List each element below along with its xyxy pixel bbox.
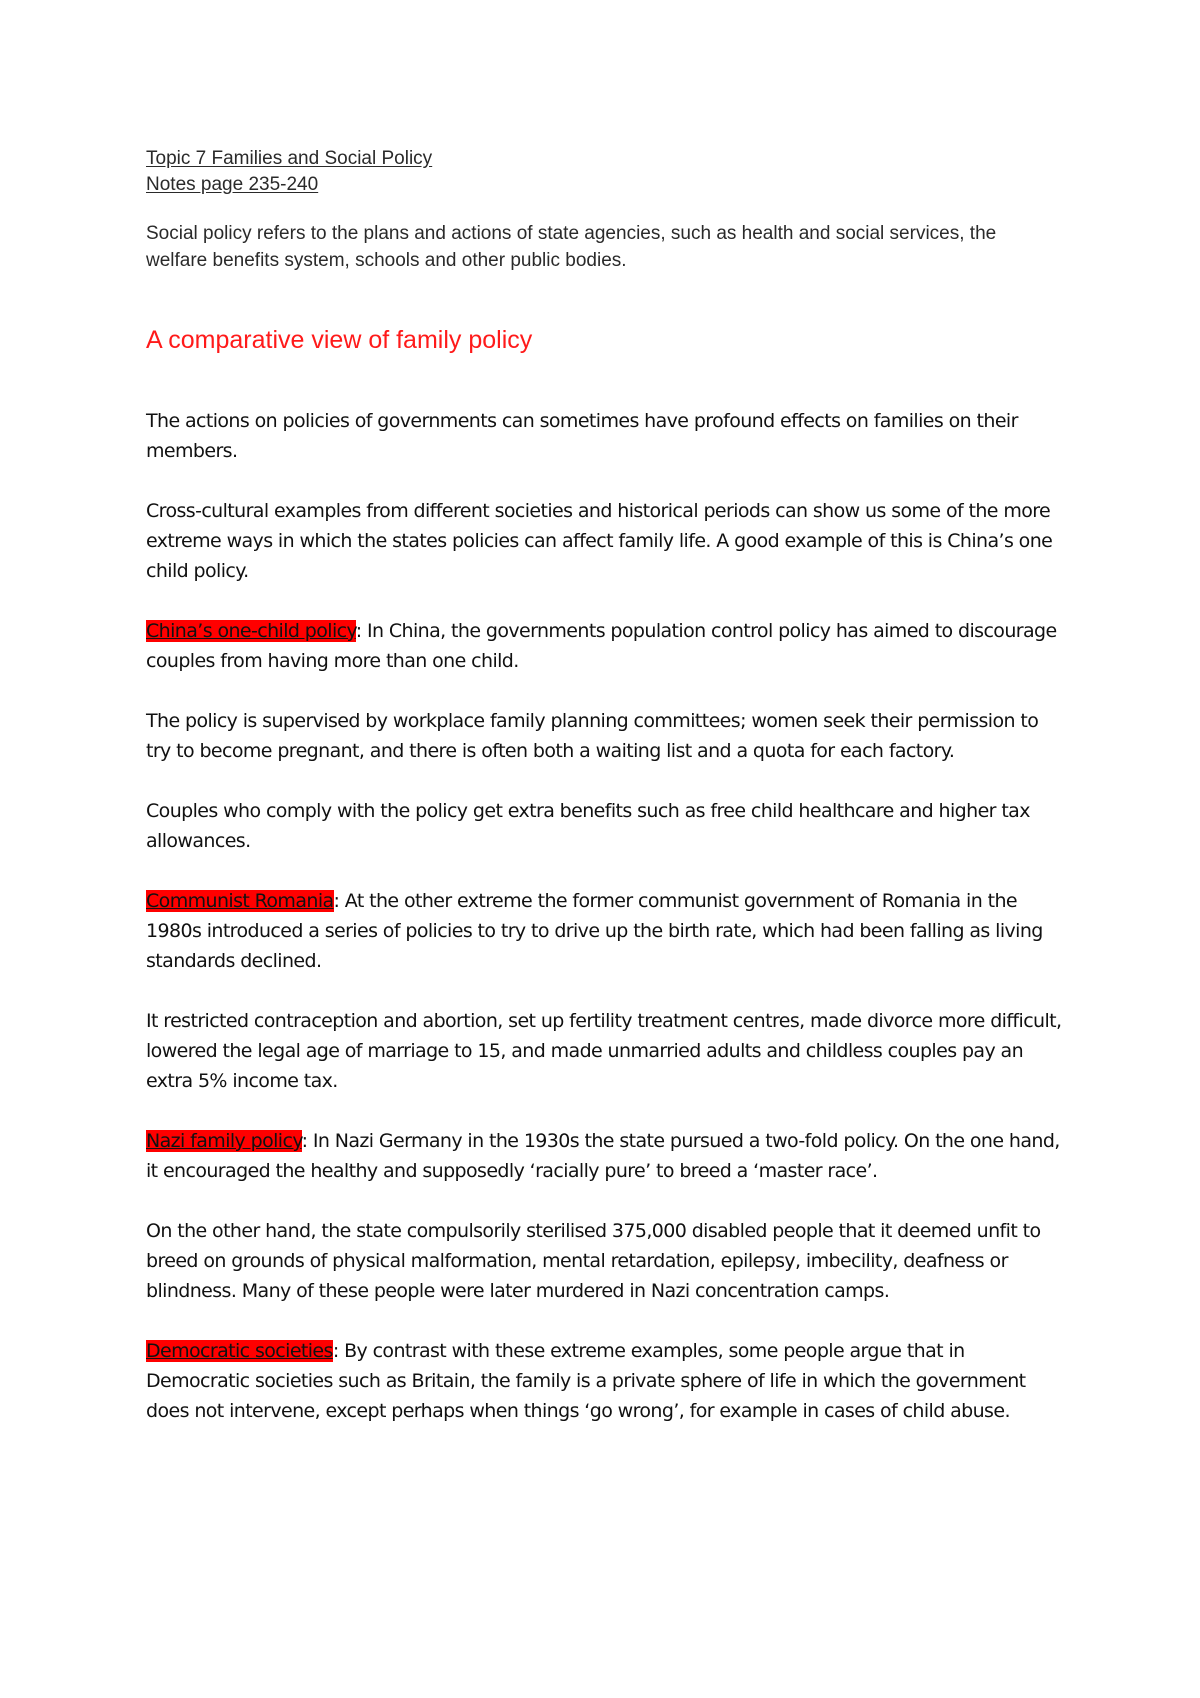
- social-policy-definition: Social policy refers to the plans and actions of state agencies, such as health and social services, the welfare benefits system, schools and other public bodies.: [146, 223, 997, 271]
- democratic-paragraph: [146, 1336, 1066, 1426]
- document-content: [146, 146, 1066, 1426]
- nazi-term-highlight: Nazi family policy: [146, 1130, 302, 1152]
- topic-title: Topic 7 Families and Social Policy: [146, 148, 433, 169]
- china-paragraph-2: The policy is supervised by workplace family planning committees; women seek their permission to try to become pregnant, and there is often both a waiting list and a quota for each factory.: [146, 710, 1039, 762]
- democratic-text: : By contrast with these extreme examples, some people argue that in Democratic societies such as Britain, the family is a private sphere of life in which the government does not intervene, except perhaps when things ‘go wrong’, for example in cases of child abuse.: [146, 1340, 1026, 1422]
- china-term-highlight: China’s one-child policy: [146, 620, 356, 642]
- nazi-paragraph-2: On the other hand, the state compulsorily sterilised 375,000 disabled people that it deemed unfit to breed on grounds of physical malformation, mental retardation, epilepsy, imbecility, deafness or blindness. Many of these people were later murdered in Nazi concentration camps.: [146, 1220, 1041, 1302]
- china-text: : In China, the governments population control policy has aimed to discourage couples from having more than one child.: [146, 620, 1057, 672]
- china-paragraph-3: Couples who comply with the policy get extra benefits such as free child healthcare and higher tax allowances.: [146, 800, 1030, 852]
- democratic-term-highlight: Democratic societies: [146, 1340, 333, 1362]
- intro-paragraph-1: The actions on policies of governments can sometimes have profound effects on families on their members.: [146, 410, 1018, 462]
- section-heading: A comparative view of family policy: [146, 326, 533, 354]
- intro-paragraph-2: Cross-cultural examples from different societies and historical periods can show us some of the more extreme ways in which the states policies can affect family life. A good example of this is China’s one child policy.: [146, 500, 1053, 582]
- nazi-paragraph: [146, 1126, 1066, 1186]
- china-paragraph: [146, 616, 1066, 676]
- romania-paragraph: [146, 886, 1066, 976]
- romania-paragraph-2: It restricted contraception and abortion, set up fertility treatment centres, made divorce more difficult, lowered the legal age of marriage to 15, and made unmarried adults and childless couples pay an extra 5% income tax.: [146, 1010, 1062, 1092]
- nazi-text: : In Nazi Germany in the 1930s the state pursued a two-fold policy. On the one hand, it encouraged the healthy and supposedly ‘racially pure’ to breed a ‘master race’.: [146, 1130, 1060, 1182]
- romania-text: : At the other extreme the former communist government of Romania in the 1980s introduced a series of policies to try to drive up the birth rate, which had been falling as living standards declined.: [146, 890, 1043, 972]
- romania-term-highlight: Communist Romania: [146, 890, 334, 912]
- notes-reference: Notes page 235-240: [146, 174, 319, 195]
